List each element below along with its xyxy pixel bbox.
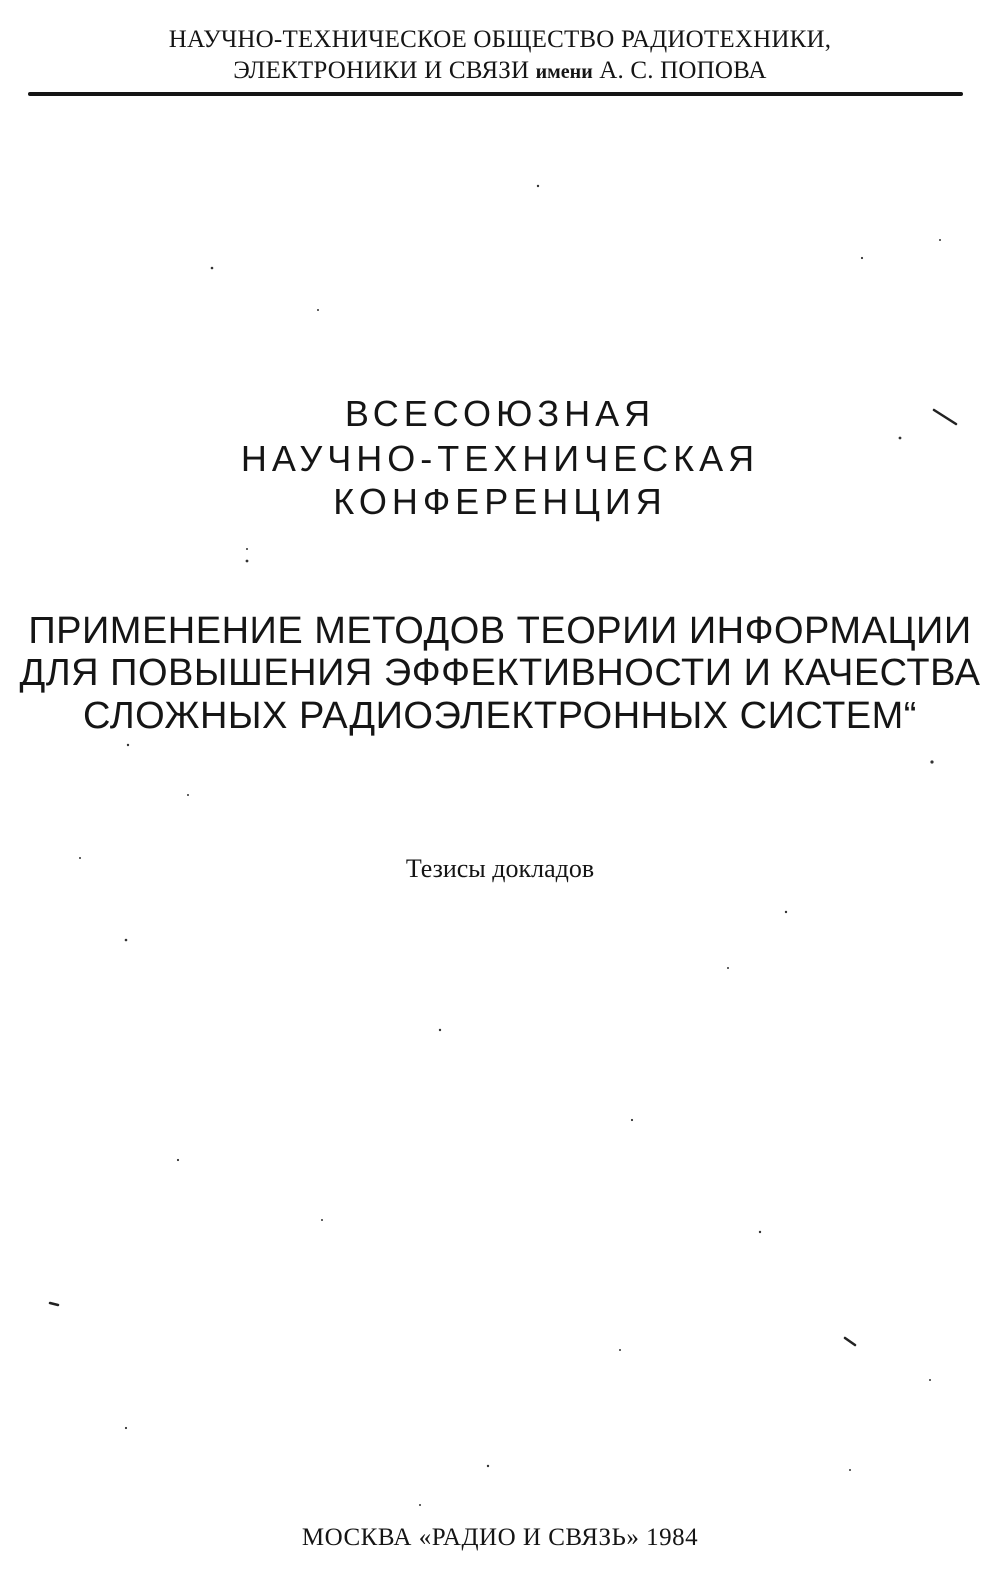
speck-dash xyxy=(934,410,956,424)
imprint: МОСКВА «РАДИО И СВЯЗЬ» 1984 xyxy=(301,1524,699,1551)
speck xyxy=(127,744,129,746)
speck xyxy=(487,1465,489,1467)
subtitle: Тезисы докладов xyxy=(405,854,595,883)
speck xyxy=(211,267,214,270)
speck xyxy=(849,1469,851,1471)
speck xyxy=(177,1159,179,1161)
speck xyxy=(439,1029,441,1031)
speck xyxy=(930,760,933,763)
speck xyxy=(785,911,787,913)
conference-line-2: НАУЧНО-ТЕХНИЧЕСКАЯ xyxy=(240,438,760,479)
speck xyxy=(759,1231,761,1233)
conference-line-1: ВСЕСОЮЗНАЯ xyxy=(344,393,656,434)
speck xyxy=(929,1379,931,1381)
speck xyxy=(187,794,189,796)
organization-line-2-main: ЭЛЕКТРОНИКИ И СВЯЗИ xyxy=(233,57,530,84)
organization-line-2-imeni: имени xyxy=(535,61,593,83)
speck xyxy=(419,1504,421,1506)
speck xyxy=(727,967,729,969)
topic-title-line-3: СЛОЖНЫХ РАДИОЭЛЕКТРОННЫХ СИСТЕМ“ xyxy=(83,695,917,737)
speck xyxy=(537,185,539,187)
organization-line-1: НАУЧНО-ТЕХНИЧЕСКОЕ ОБЩЕСТВО РАДИОТЕХНИКИ, xyxy=(168,26,832,53)
speck xyxy=(321,1219,323,1221)
speck xyxy=(899,437,902,440)
conference-line-3: КОНФЕРЕНЦИЯ xyxy=(333,481,667,522)
organization-line-2-name: А. С. ПОПОВА xyxy=(599,57,767,84)
speck-dash xyxy=(845,1338,855,1345)
speck xyxy=(317,309,319,311)
topic-title-line-1: ПРИМЕНЕНИЕ МЕТОДОВ ТЕОРИИ ИНФОРМАЦИИ xyxy=(28,610,972,652)
speck-dash xyxy=(50,1303,58,1305)
speck xyxy=(79,857,81,859)
speck xyxy=(619,1349,621,1351)
speck xyxy=(246,560,249,563)
speck xyxy=(125,1427,127,1429)
speck xyxy=(246,548,248,550)
speck xyxy=(861,257,863,259)
speck xyxy=(631,1119,633,1121)
speck xyxy=(939,239,941,241)
speck xyxy=(125,939,128,942)
topic-title-line-2: ДЛЯ ПОВЫШЕНИЯ ЭФФЕКТИВНОСТИ И КАЧЕСТВА xyxy=(19,652,981,694)
